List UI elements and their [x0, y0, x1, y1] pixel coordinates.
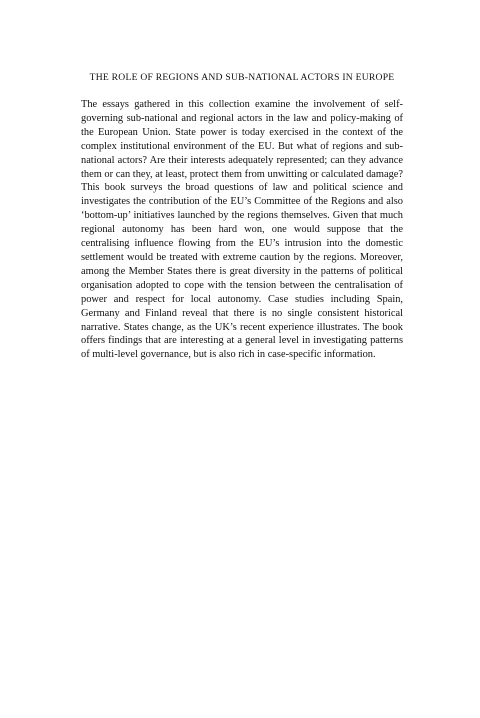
text-block [81, 72, 403, 362]
body-paragraph: The essays gathered in this collection examine the involvement of self-governing sub-national and regional actors in the law and policy-making of the European Union. State power is today exercised in the context of the complex institutional environment of the EU. But what of regions and sub-national actors? Are their interests adequately represented; can they advance them or can they, at least, protect them from unwitting or calculated damage? This book surveys the broad questions of law and political science and investigates the contribution of the EU’s Committee of the Regions and also ‘bottom-up’ initiatives launched by the regions themselves. Given that much regional autonomy has been hard won, one would suppose that the centralising influence flowing from the EU’s intrusion into the domestic settlement would be treated with extreme caution by the regions. Moreover, among the Member States there is great diversity in the patterns of political organisation adopted to cope with the tension between the centralisation of power and respect for local autonomy. Case studies including Spain, Germany and Finland reveal that there is no single consistent historical narrative. States change, as the UK’s recent experience illustrates. The book offers findings that are interesting at a general level in investigating patterns of multi-level governance, but is also rich in case-specific information. [81, 99, 403, 361]
page-heading: THE ROLE OF REGIONS AND SUB-NATIONAL ACTORS IN EUROPE [89, 72, 395, 83]
